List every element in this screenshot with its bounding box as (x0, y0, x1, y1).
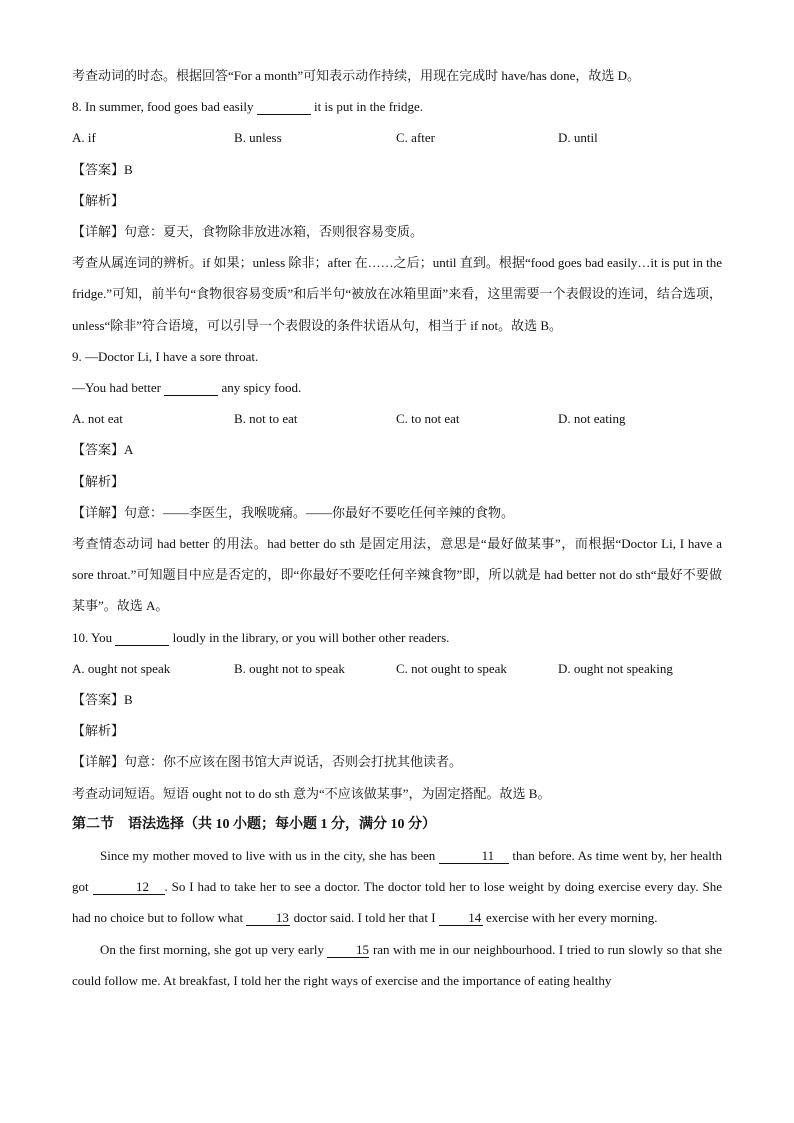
question-8-stem: 8. In summer, food goes bad easily it is put in the fridge. (72, 99, 423, 115)
section-heading: 第二节 语法选择（共 10 小题；每小题 1 分，满分 10 分） (72, 816, 436, 832)
passage-paragraph-2: On the first morning, she got up very early 15 ran with me in our neighbourhood. I tried to run slowly so that she could follow me. At breakfast, I told her the right ways of exercise and the importance of eating healthy (72, 941, 722, 988)
option-d: D. until (558, 130, 598, 146)
document-page (72, 60, 722, 996)
answer-label: 【答案】A (72, 442, 134, 458)
question-9-options (72, 403, 722, 434)
answer-blank (164, 380, 218, 396)
detail-text: 【详解】句意：你不应该在图书馆大声说话，否则会打扰其他读者。 (72, 754, 463, 770)
question-9-stem: 9. —Doctor Li, I have a sore throat. (72, 348, 259, 364)
blank-11: 11 (439, 848, 509, 864)
blank-14: 14 (439, 910, 483, 926)
blank-15: 15 (327, 942, 369, 958)
option-c: C. not ought to speak (396, 660, 507, 676)
answer-label: 【答案】B (72, 692, 133, 708)
intro-line: 考查动词的时态。根据回答“For a month”可知表示动作持续，用现在完成时 have/has done，故选 D。 (72, 68, 640, 83)
option-b: B. unless (234, 130, 282, 146)
question-10-stem: 10. You loudly in the library, or you will bother other readers. (72, 629, 450, 645)
option-d: D. not eating (558, 411, 626, 427)
detail-text: 【详解】句意：夏天，食物除非放进冰箱，否则很容易变质。 (72, 224, 424, 240)
question-8-options (72, 122, 722, 153)
passage-paragraph-1: Since my mother moved to live with us in the city, she has been 11 than before. As time went by, her health got 12 . So I had to take her to see a doctor. The doctor told her to lose weight by doing exercise every day. She had no choice but to follow what 13 doctor said. I told her that I 14 exercise with her every morning. (72, 848, 722, 926)
explanation-text: 考查情态动词 had better 的用法。had better do sth 是固定用法，意思是“最好做某事”，而根据“Doctor Li, I have a sore throat.”可知题目中应是否定的，即“你最好不要吃任何辛辣食物”即，所以就是 had better not do sth“最好不要做某事”。故选 A。 (72, 536, 722, 614)
option-c: C. to not eat (396, 411, 460, 427)
explanation-text: 考查动词短语。短语 ought not to do sth 意为“不应该做某事”，为固定搭配。故选 B。 (72, 785, 551, 801)
answer-label: 【答案】B (72, 161, 133, 177)
option-c: C. after (396, 130, 435, 146)
option-b: B. not to eat (234, 411, 298, 427)
question-9-reply: —You had better any spicy food. (72, 380, 302, 396)
answer-blank (115, 630, 169, 646)
question-10-options (72, 653, 722, 684)
option-a: A. ought not speak (72, 660, 171, 676)
option-d: D. ought not speaking (558, 660, 673, 676)
option-b: B. ought not to speak (234, 660, 345, 676)
explanation-text: 考查从属连词的辨析。if 如果；unless 除非；after 在……之后；until 直到。根据“food goes bad easily…it is put in the fridge.”可知，前半句“食物很容易变质”和后半句“被放在冰箱里面”来看，这里需要一个表假设的连词，结合选项，unless“除非”符合语境，可以引导一个表假设的条件状语从句，相当于 if not。故选 B。 (72, 255, 722, 333)
analysis-label: 【解析】 (72, 723, 125, 739)
option-a: A. not eat (72, 411, 123, 427)
analysis-label: 【解析】 (72, 192, 125, 208)
answer-blank (257, 99, 311, 115)
blank-12: 12 (93, 879, 165, 895)
detail-text: 【详解】句意：——李医生，我喉咙痛。——你最好不要吃任何辛辣的食物。 (72, 504, 515, 520)
analysis-label: 【解析】 (72, 473, 125, 489)
blank-13: 13 (246, 910, 290, 926)
option-a: A. if (72, 130, 96, 146)
